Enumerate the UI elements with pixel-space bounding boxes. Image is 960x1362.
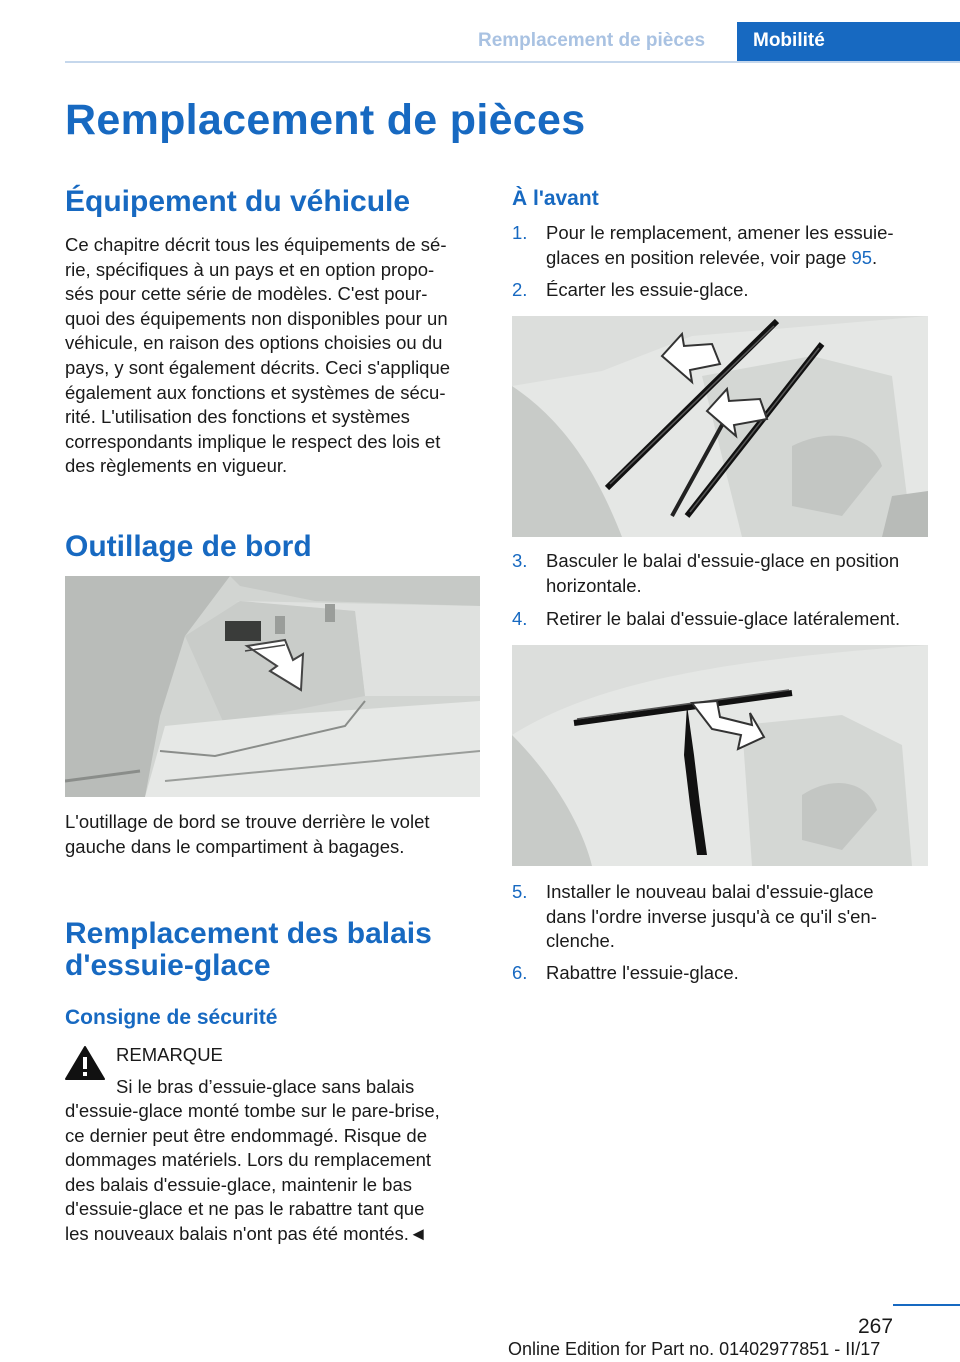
page-title: Remplacement de pièces — [65, 96, 586, 144]
warning-label: REMARQUE — [116, 1044, 223, 1065]
trunk-figure — [65, 576, 480, 797]
equipment-line: des règlements en vigueur. — [65, 455, 288, 477]
step-number: 6. — [512, 962, 528, 983]
heading-equipment: Équipement du véhicule — [65, 185, 411, 218]
step-number: 1. — [512, 222, 528, 243]
step-number: 3. — [512, 550, 528, 571]
step-item — [512, 961, 932, 986]
page-link[interactable]: 95 — [851, 246, 873, 268]
warning-line: des balais d'essuie-glace, maintenir le bas — [65, 1173, 413, 1195]
equipment-line: Ce chapitre décrit tous les équipements de sé‐ — [65, 234, 447, 255]
step-number: 5. — [512, 881, 528, 902]
toolkit-paragraph — [65, 810, 485, 859]
step-line: glaces en position relevée, voir page — [546, 246, 852, 268]
warning-line: d'essuie-glace et ne pas le rabattre tant que — [65, 1198, 425, 1220]
step-line: Installer le nouveau balai d'essuie-glace — [546, 881, 874, 902]
equipment-line: rité. L'utilisation des fonctions et systèmes — [65, 406, 410, 428]
equipment-line: correspondants implique le respect des lois et — [65, 430, 441, 452]
step-item — [512, 549, 932, 598]
step-text — [546, 880, 932, 954]
toolkit-line: L'outillage de bord se trouve derrière le volet — [65, 811, 430, 832]
step-line: dans l'ordre inverse jusqu'à ce qu'il s'en‐ — [546, 905, 877, 927]
heading-wipers — [65, 918, 432, 982]
equipment-line: également aux fonctions et systèmes de sécu‐ — [65, 381, 446, 403]
warning-line: d'essuie-glace monté tombe sur le pare-brise, — [65, 1100, 440, 1121]
equipment-line: rie, spécifiques à un pays et en option propo‐ — [65, 258, 435, 280]
equipment-line: véhicule, en raison des options choisies ou du — [65, 332, 443, 354]
warning-paragraph — [65, 1099, 485, 1247]
step-item — [512, 278, 932, 303]
warning-line: ce dernier peut être endommagé. Risque de — [65, 1124, 427, 1146]
step-text: Retirer le balai d'essuie-glace latéralement. — [546, 608, 901, 629]
footer-rule — [893, 1304, 960, 1306]
warning-line: dommages matériels. Lors du remplacement — [65, 1149, 432, 1171]
page-number: 267 — [858, 1315, 894, 1338]
header-chapter-tab: Mobilité — [737, 22, 960, 63]
step-line: horizontale. — [546, 574, 642, 596]
equipment-line: pays, y sont également décrits. Ceci s'applique — [65, 356, 451, 378]
footer-edition: Online Edition for Part no. 01402977851 - II/17 — [508, 1339, 881, 1359]
heading-safety: Consigne de sécurité — [65, 1006, 278, 1029]
header-rule — [65, 61, 960, 63]
step-number: 2. — [512, 279, 528, 300]
step-item — [512, 221, 932, 270]
warning-first-line: Si le bras d’essuie-glace sans balais — [116, 1076, 415, 1097]
step-item — [512, 880, 932, 954]
step-line: Pour le remplacement, amener les essuie‐ — [546, 222, 894, 243]
step-text: Écarter les essuie-glace. — [546, 279, 749, 300]
heading-toolkit: Outillage de bord — [65, 530, 312, 563]
step-text — [546, 221, 932, 270]
warning-line: les nouveaux balais n'ont pas été montés.◄ — [65, 1222, 428, 1244]
step-text: Rabattre l'essuie-glace. — [546, 962, 739, 983]
equipment-line: sés pour cette série de modèles. C'est pour‐ — [65, 283, 428, 305]
equipment-paragraph — [65, 233, 485, 479]
step-text — [546, 549, 932, 598]
heading-front: À l'avant — [512, 187, 599, 210]
wiper-blade-figure — [512, 645, 928, 866]
step-line-end: . — [872, 246, 878, 268]
warning-triangle-icon — [65, 1045, 105, 1081]
equipment-line: quoi des équipements non disponibles pour un — [65, 307, 448, 329]
step-line: clenche. — [546, 930, 615, 952]
heading-wipers-line: d'essuie-glace — [65, 949, 271, 982]
heading-wipers-line: Remplacement des balais — [65, 917, 432, 950]
step-line: Basculer le balai d'essuie-glace en position — [546, 550, 900, 571]
wipers-raised-figure — [512, 316, 928, 537]
toolkit-line: gauche dans le compartiment à bagages. — [65, 835, 405, 857]
step-item — [512, 607, 932, 632]
header-section-title: Remplacement de pièces — [478, 30, 706, 51]
step-number: 4. — [512, 608, 528, 629]
